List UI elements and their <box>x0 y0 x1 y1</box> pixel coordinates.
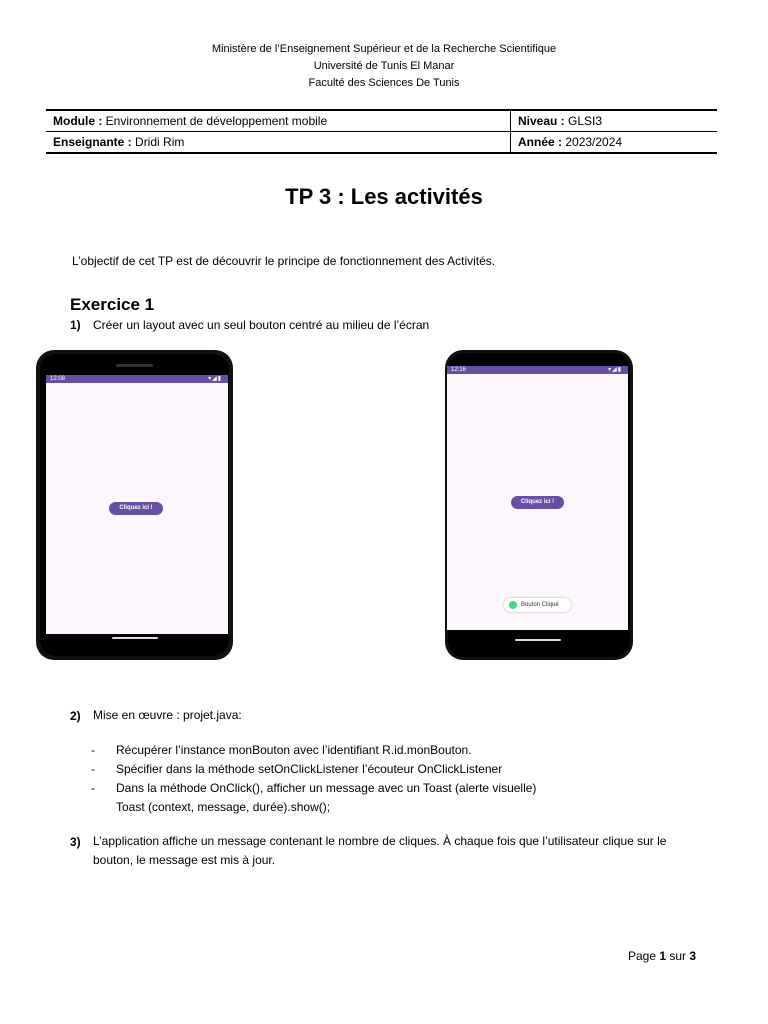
status-time: 12:16 <box>451 367 467 373</box>
status-time: 12:08 <box>50 376 66 382</box>
module-label: Module : <box>53 114 103 128</box>
page-number <box>628 947 696 966</box>
university-line: Université de Tunis El Manar <box>313 60 455 72</box>
niveau-value: GLSI3 <box>564 114 603 128</box>
annee-value: 2023/2024 <box>562 135 623 149</box>
toast-text: Bouton Cliqué <box>521 602 559 608</box>
course-info-table <box>46 109 717 154</box>
bullet-item: Récupérer l’instance monBouton avec l’identifiant R.id.monBouton. <box>116 743 472 757</box>
phone-mockup-left <box>36 350 233 660</box>
objective-text: L’objectif de cet TP est de découvrir le principe de fonctionnement des Activités. <box>72 254 496 268</box>
step3-line2: bouton, le message est mis à jour. <box>93 853 276 867</box>
exercise-title: Exercice 1 <box>70 295 155 314</box>
bullet-item: Dans la méthode OnClick(), afficher un message avec un Toast (alerte visuelle) <box>116 781 537 795</box>
bullet-dash: - <box>91 762 95 776</box>
status-bar <box>46 375 228 383</box>
niveau-cell <box>511 110 718 132</box>
bullet-item: Spécifier dans la méthode setOnClickListener l’écouteur OnClickListener <box>116 762 503 776</box>
module-value: Environnement de développement mobile <box>102 114 328 128</box>
click-button[interactable]: Cliquez ici ! <box>511 496 564 509</box>
enseignante-value: Dridi Rim <box>131 135 185 149</box>
page-middle: sur <box>666 949 690 963</box>
faculty-line: Faculté des Sciences De Tunis <box>308 77 460 89</box>
code-line: Toast (context, message, durée).show(); <box>116 800 331 814</box>
step3-line1: L’application affiche un message contenant le nombre de cliques. À chaque fois que l’utilisateur clique sur le <box>93 834 667 848</box>
status-icons: ▾◢▮ <box>608 367 622 373</box>
phone-screen <box>46 375 228 634</box>
step1-text: Créer un layout avec un seul bouton centré au milieu de l’écran <box>93 318 430 332</box>
ministry-line: Ministère de l’Enseignement Supérieur et de la Recherche Scientifique <box>211 43 557 55</box>
toast-message <box>504 598 571 612</box>
home-indicator <box>515 639 561 641</box>
phone-mockup-right <box>445 350 633 660</box>
phone-screen <box>447 366 628 630</box>
module-cell <box>46 110 511 132</box>
click-button[interactable]: Cliquez ici ! <box>109 502 163 515</box>
step3-number: 3) <box>70 835 81 849</box>
enseignante-cell <box>46 132 511 154</box>
annee-label: Année : <box>518 135 563 149</box>
status-bar <box>447 366 628 374</box>
niveau-label: Niveau : <box>518 114 565 128</box>
status-icons: ▾◢▮ <box>208 376 222 382</box>
page-total: 3 <box>689 949 697 963</box>
home-indicator <box>112 637 158 639</box>
android-app-icon <box>509 601 517 609</box>
bullet-dash: - <box>91 781 95 795</box>
page-current: 1 <box>659 949 667 963</box>
annee-cell <box>511 132 718 154</box>
enseignante-label: Enseignante : <box>53 135 132 149</box>
bullet-dash: - <box>91 743 95 757</box>
page-prefix: Page <box>628 949 660 963</box>
speaker-grille <box>116 364 153 367</box>
step2-text: Mise en œuvre : projet.java: <box>93 708 242 722</box>
step1-number: 1) <box>70 318 81 332</box>
page-title: TP 3 : Les activités <box>285 184 483 209</box>
step2-number: 2) <box>70 709 81 723</box>
